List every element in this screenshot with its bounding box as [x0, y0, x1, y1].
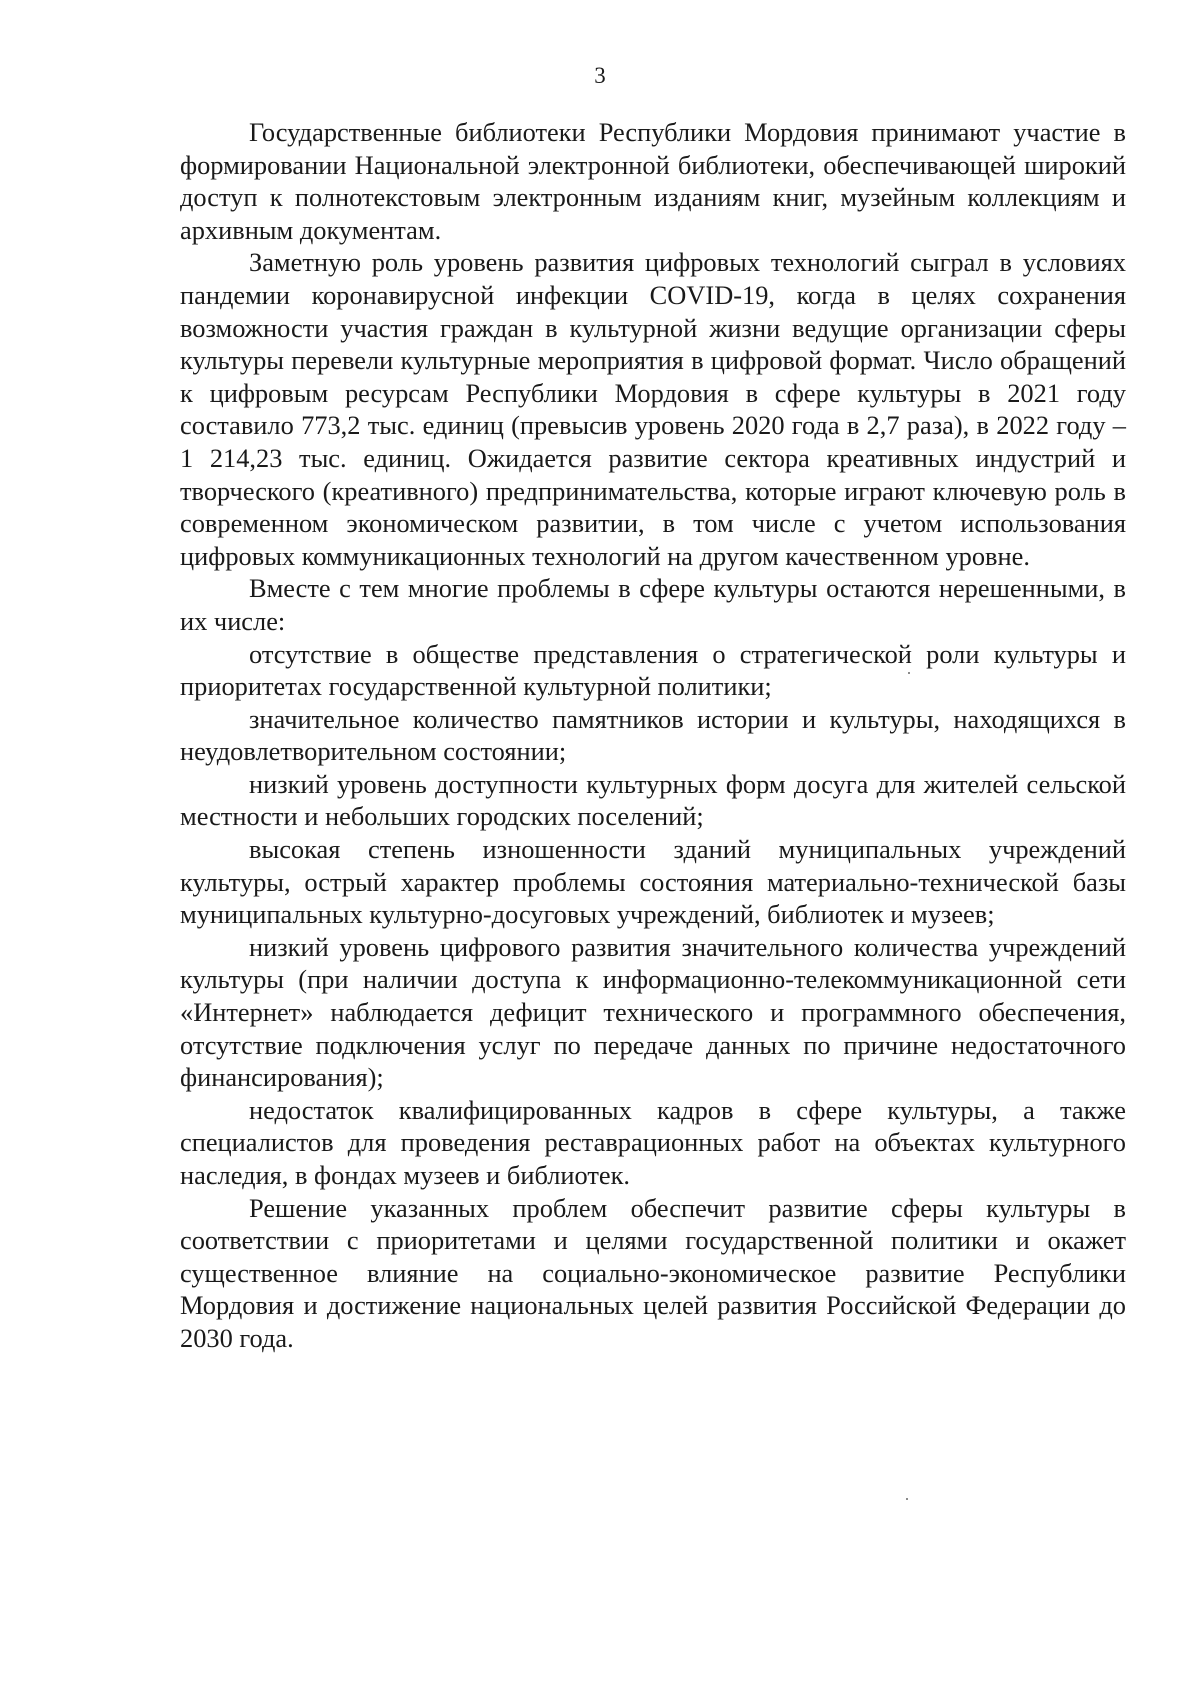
document-body: [180, 116, 1126, 1355]
list-item-strategic-role: отсутствие в обществе представления о стратегической роли культуры и приоритетах государственной культурной политики;: [180, 638, 1126, 702]
list-item-building-wear: высокая степень изношенности зданий муниципальных учреждений культуры, острый характер проблемы состояния материально-технической базы муниципальных культурно-досуговых учреждений, библиотек и музеев;: [180, 834, 1126, 930]
list-item-accessibility: низкий уровень доступности культурных форм досуга для жителей сельской местности и небольших городских поселений;: [180, 768, 1126, 832]
list-item-staff-shortage: недостаток квалифицированных кадров в сфере культуры, а также специалистов для проведения реставрационных работ на объектах культурного наследия, в фондах музеев и библиотек.: [180, 1094, 1126, 1190]
scan-speck: [906, 1498, 908, 1500]
list-item-monuments: значительное количество памятников истории и культуры, находящихся в неудовлетворительном состоянии;: [180, 703, 1126, 767]
paragraph-conclusion: Решение указанных проблем обеспечит развитие сферы культуры в соответствии с приоритетами и целями государственной политики и окажет существенное влияние на социально-экономическое развитие Республики Мордовия и достижение национальных целей развития Российской Федерации до 2030 года.: [180, 1192, 1126, 1353]
page-number: 3: [594, 63, 606, 88]
paragraph-problems-intro: Вместе с тем многие проблемы в сфере культуры остаются нерешенными, в их числе:: [180, 573, 1126, 636]
paragraph-libraries: Государственные библиотеки Республики Мордовия принимают участие в формировании Национальной электронной библиотеки, обеспечивающей широкий доступ к полнотекстовым электронным изданиям книг, музейным коллекциям и архивным документам.: [180, 117, 1126, 245]
scan-speck: [908, 672, 910, 674]
paragraph-digital-technologies: Заметную роль уровень развития цифровых технологий сыграл в условиях пандемии коронавирусной инфекции COVID-19, когда в целях сохранения возможности участия граждан в культурной жизни ведущие организации сферы культуры перевели культурные мероприятия в цифровой формат. Число обращений к цифровым ресурсам Республики Мордовия в сфере культуры в 2021 году составило 773,2 тыс. единиц (превысив уровень 2020 года в 2,7 раза), в 2022 году – 1 214,23 тыс. единиц. Ожидается развитие сектора креативных индустрий и творческого (креативного) предпринимательства, которые играют ключевую роль в современном экономическом развитии, в том числе с учетом использования цифровых коммуникационных технологий на другом качественном уровне.: [180, 247, 1126, 571]
list-item-digital-level: низкий уровень цифрового развития значительного количества учреждений культуры (при наличии доступа к информационно-телекоммуникационной сети «Интернет» наблюдается дефицит технического и программного обеспечения, отсутствие подключения услуг по передаче данных по причине недостаточного финансирования);: [180, 931, 1126, 1093]
